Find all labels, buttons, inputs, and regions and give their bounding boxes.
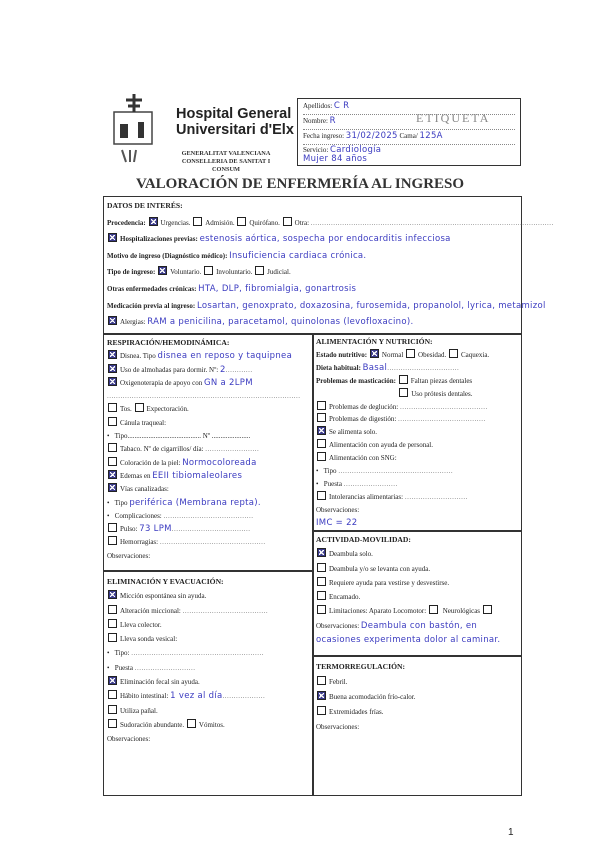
checkbox-checked[interactable] — [108, 316, 117, 325]
field-label: Alergias: — [120, 318, 148, 327]
field-label: Observaciones: — [316, 505, 361, 514]
field-label: • Puesta — [316, 479, 344, 488]
checkbox[interactable] — [399, 388, 408, 397]
form-row — [107, 718, 310, 732]
form-row — [107, 646, 310, 660]
field-label: Alteración miccional: — [120, 606, 183, 615]
checkbox[interactable] — [317, 401, 326, 410]
field-label: Motivo de ingreso (Diagnóstico médico): — [107, 251, 230, 260]
field-label: Obesidad. — [418, 350, 448, 359]
form-row — [316, 720, 519, 735]
fecha-value: 31/02/2025 — [345, 131, 398, 141]
form-row — [316, 413, 519, 426]
field-label: Medicación previa al ingreso: — [107, 301, 197, 310]
checkbox[interactable] — [429, 605, 438, 614]
field-label: Otra: — [294, 218, 311, 227]
field-label: Neurológicas — [440, 607, 482, 616]
checkbox-checked[interactable] — [108, 470, 117, 479]
form-row — [107, 523, 310, 536]
field-label: Coloración de la piel: — [120, 458, 183, 467]
hospital-name — [176, 106, 294, 138]
checkbox[interactable] — [193, 217, 202, 226]
form-row — [107, 483, 310, 496]
checkbox[interactable] — [283, 217, 292, 226]
form-row — [107, 575, 310, 589]
checkbox-checked[interactable] — [317, 426, 326, 435]
apellidos-value: C R — [333, 101, 350, 111]
field-label: • Tipo: — [107, 649, 132, 658]
field-label: Edemas en — [120, 471, 153, 480]
blank-line: ............ — [225, 365, 253, 374]
form-row — [316, 478, 519, 491]
form-row — [316, 675, 519, 690]
form-row — [107, 550, 310, 563]
form-row — [107, 470, 310, 483]
handwritten-value: HTA, DLP, fibromialgia, gonartrosis — [198, 283, 357, 294]
form-row — [316, 533, 519, 547]
field-label: Requiere ayuda para vestirse y desvestirse. — [329, 578, 451, 587]
field-label: Extremidades frías. — [329, 708, 386, 716]
checkbox-checked[interactable] — [108, 364, 117, 373]
field-label: Problemas de digestión: — [329, 415, 399, 424]
cama-value: 125A — [419, 131, 443, 141]
form-row — [107, 443, 310, 456]
blank-line: ................... — [222, 692, 266, 701]
checkbox[interactable] — [108, 605, 117, 614]
field-label: Cánula traqueal: — [120, 418, 168, 427]
blank-line: ...................................... — [182, 606, 269, 615]
checkbox-checked[interactable] — [149, 217, 158, 226]
field-label: Uso prótesis dentales. — [411, 389, 475, 398]
field-label: • Tipo — [316, 467, 339, 476]
field-label: Observaciones: — [316, 621, 361, 630]
checkbox[interactable] — [399, 375, 408, 384]
handwritten-value: GN a 2LPM — [203, 377, 253, 388]
field-label: Observaciones: — [107, 735, 152, 744]
field-label: Limitaciones: Aparato Locomotor: — [329, 607, 428, 616]
form-row — [316, 491, 519, 504]
form-row — [107, 675, 310, 689]
checkbox[interactable] — [108, 443, 117, 452]
handwritten-value: Insuficiencia cardiaca crónica. — [229, 250, 367, 261]
field-label: Observaciones: — [316, 723, 361, 731]
section-heading: RESPIRACIÓN/HEMODINÁMICA: — [107, 338, 230, 347]
section-heading: ALIMENTACIÓN Y NUTRICIÓN: — [316, 337, 433, 346]
checkbox[interactable] — [187, 719, 196, 728]
field-label: Encamado. — [329, 593, 363, 602]
form-row — [316, 336, 519, 349]
handwritten-value: RAM a penicilina, paracetamol, quinolonas (levofloxacino). — [147, 317, 414, 328]
form-row — [107, 281, 517, 298]
form-row — [316, 388, 519, 401]
checkbox-checked[interactable] — [317, 548, 326, 557]
field-label: Involuntario. — [216, 268, 255, 277]
cama-label: Cama/ — [399, 132, 418, 140]
blank-line: ........................................ — [163, 511, 254, 520]
checkbox[interactable] — [483, 605, 492, 614]
field-label: Oxigenoterapia de apoyo con — [120, 378, 204, 387]
handwritten-value: Deambula con bastón, en — [360, 620, 478, 631]
section-eliminacion — [107, 575, 310, 747]
checkbox[interactable] — [108, 403, 117, 412]
nombre-value: R — [329, 116, 336, 126]
checkbox-checked[interactable] — [108, 350, 117, 359]
field-label: Tos. — [120, 405, 134, 414]
form-row — [316, 690, 519, 705]
form-row — [316, 547, 519, 561]
nombre-label: Nombre: — [303, 117, 328, 125]
form-row — [107, 589, 310, 603]
field-label: Deambula y/o se levanta con ayuda. — [329, 564, 432, 573]
checkbox-checked[interactable] — [370, 349, 379, 358]
checkbox[interactable] — [108, 633, 117, 642]
page-number: 1 — [508, 827, 514, 838]
form-row — [316, 604, 519, 618]
field-label: Hábito intestinal: — [120, 692, 171, 701]
blank-line: ............................................... — [159, 538, 266, 547]
field-label: • Tipo — [107, 498, 130, 507]
field-label: Intolerancias alimentarias: — [329, 492, 405, 501]
blank-line: ................................... — [171, 525, 251, 534]
blank-line: ................................................... — [338, 467, 454, 476]
checkbox[interactable] — [406, 349, 415, 358]
field-label: Dieta habitual: — [316, 363, 363, 372]
field-label: Se alimenta solo. — [329, 428, 379, 437]
field-label: Tabaco. Nº de cigarrillos/ día: — [120, 445, 206, 454]
form-row — [316, 590, 519, 604]
hospital-name-line: Hospital General — [176, 106, 292, 122]
blank-line: ........................ — [205, 445, 260, 454]
form-row — [316, 362, 519, 375]
checkbox[interactable] — [204, 266, 213, 275]
checkbox[interactable] — [135, 403, 144, 412]
field-label: Tipo de ingreso: — [107, 268, 158, 277]
field-label: Vómitos. — [198, 720, 227, 729]
checkbox[interactable] — [317, 591, 326, 600]
servicio-value: Cardiología — [330, 145, 382, 155]
checkbox[interactable] — [108, 690, 117, 699]
handwritten-value: estenosis aórtica, sospecha por endocarditis infecciosa — [199, 234, 451, 245]
checkbox[interactable] — [108, 619, 117, 628]
checkbox-checked[interactable] — [158, 266, 167, 275]
form-row — [316, 562, 519, 576]
field-label: Problemas de masticación: — [316, 376, 398, 385]
field-label: Sudoración abundante. — [120, 720, 186, 729]
checkbox[interactable] — [317, 491, 326, 500]
form-row — [107, 604, 310, 618]
checkbox[interactable] — [317, 452, 326, 461]
section-heading: DATOS DE INTERÉS: — [107, 201, 183, 210]
handwritten-value: 1 vez al día — [170, 691, 223, 702]
section-heading: ELIMINACIÓN Y EVACUACIÓN: — [107, 577, 224, 586]
form-row — [107, 390, 310, 403]
generalitat-line: GENERALITAT VALENCIANA — [181, 150, 271, 157]
checkbox[interactable] — [317, 413, 326, 422]
patient-label-box — [297, 98, 521, 166]
field-label: Buena acomodación frío-calor. — [329, 693, 418, 701]
form-row — [107, 661, 310, 675]
servicio-label: Servicio: — [303, 146, 329, 154]
field-label: Hemorragias: — [120, 538, 160, 547]
form-row — [107, 732, 310, 746]
field-label: Estado nutritivo: — [316, 350, 369, 359]
field-label: Disnea. Tipo — [120, 352, 158, 361]
checkbox-checked[interactable] — [317, 691, 326, 700]
handwritten-value: 73 LPM — [139, 524, 172, 535]
field-label: Voluntario. — [170, 268, 204, 277]
field-label: Otras enfermedades crónicas: — [107, 284, 199, 293]
field-label: Quirófano. — [249, 218, 282, 227]
form-row — [107, 298, 546, 315]
form-row — [107, 632, 310, 646]
hospital-logo — [112, 92, 156, 164]
checkbox[interactable] — [317, 676, 326, 685]
checkbox-checked[interactable] — [108, 483, 117, 492]
apellidos-row — [303, 101, 515, 115]
form-row — [107, 417, 310, 430]
blank-line: ....................................... — [398, 415, 486, 424]
handwritten-value: disnea en reposo y taquipnea — [157, 351, 293, 362]
handwritten-value: Basal — [362, 362, 388, 373]
checkbox[interactable] — [317, 605, 326, 614]
form-row — [107, 264, 517, 281]
blank-line: ...................................................................................... — [107, 392, 301, 401]
form-row — [107, 403, 310, 416]
field-label: Pulso: — [120, 525, 140, 534]
checkbox[interactable] — [317, 563, 326, 572]
apellidos-label: Apellidos: — [303, 102, 333, 110]
field-label: Micción espontánea sin ayuda. — [120, 592, 209, 601]
field-label: Expectoración. — [146, 405, 191, 414]
checkbox[interactable] — [449, 349, 458, 358]
section-termorregulacion — [316, 659, 519, 735]
field-label: Febril. — [329, 678, 350, 686]
checkbox-checked[interactable] — [108, 676, 117, 685]
field-label: Observaciones: — [107, 551, 152, 560]
form-row — [316, 504, 519, 517]
nombre-row — [303, 116, 515, 130]
form-row — [316, 401, 519, 414]
field-label: • Tipo.......................................... Nº ...................... — [107, 432, 253, 441]
field-label: Lleva colector. — [120, 620, 164, 629]
field-label: Hospitalizaciones previas: — [120, 235, 200, 244]
checkbox[interactable] — [108, 523, 117, 532]
blank-line: ........................ — [343, 479, 398, 488]
form-row — [316, 619, 519, 633]
form-row — [316, 465, 519, 478]
checkbox[interactable] — [108, 417, 117, 426]
section-respiracion — [107, 336, 310, 563]
form-row — [107, 336, 310, 350]
blank-line: ........................................................... — [131, 649, 264, 658]
field-label: Procedencia: — [107, 218, 148, 227]
form-row — [107, 248, 517, 265]
checkbox[interactable] — [108, 457, 117, 466]
form-row — [107, 536, 310, 549]
handwritten-value: Losartan, genoxprato, doxazosina, furosemida, propanolol, lyrica, metamizol — [196, 300, 546, 311]
checkbox-checked[interactable] — [108, 233, 117, 242]
checkbox[interactable] — [237, 217, 246, 226]
handwritten-value: ocasiones experimenta dolor al caminar. — [316, 635, 501, 646]
form-row — [107, 457, 310, 470]
handwritten-value: EEII tibiomaleolares — [152, 470, 243, 481]
checkbox[interactable] — [108, 536, 117, 545]
field-label: • Puesta — [107, 663, 135, 672]
field-label: • Complicaciones: — [107, 511, 164, 520]
field-label: Problemas de deglución: — [329, 402, 400, 411]
form-row — [107, 497, 310, 510]
field-label: Normal — [381, 350, 406, 359]
handwritten-value: IMC = 22 — [316, 517, 358, 528]
page-title: VALORACIÓN DE ENFERMERÍA AL INGRESO — [135, 176, 465, 192]
blank-line: ........................... — [134, 663, 196, 672]
form-row — [107, 430, 310, 443]
section-actividad — [316, 533, 519, 647]
checkbox[interactable] — [255, 266, 264, 275]
form-row — [107, 618, 310, 632]
checkbox[interactable] — [317, 577, 326, 586]
conselleria-line: CONSELLERIA DE SANITAT I CONSUM — [181, 158, 271, 173]
form-row — [316, 375, 519, 388]
checkbox[interactable] — [108, 719, 117, 728]
field-label: Caquexia. — [461, 350, 491, 359]
form-row — [107, 350, 310, 363]
section-alimentacion — [316, 336, 519, 530]
form-row — [316, 426, 519, 439]
checkbox[interactable] — [317, 439, 326, 448]
section-datos-interes — [107, 198, 554, 331]
field-label: Judicial. — [267, 268, 293, 277]
fecha-row — [303, 131, 515, 145]
form-row — [107, 231, 517, 248]
handwritten-value: Normocoloreada — [182, 457, 257, 468]
fecha-label: Fecha ingreso: — [303, 132, 345, 140]
form-row — [107, 510, 310, 523]
assessment-form — [103, 196, 554, 796]
checkbox-checked[interactable] — [108, 377, 117, 386]
form-row — [107, 364, 310, 377]
checkbox[interactable] — [108, 705, 117, 714]
section-heading: TERMORREGULACIÓN: — [316, 662, 406, 671]
patient-age-sex: Mujer 84 años — [303, 154, 368, 164]
form-row — [316, 576, 519, 590]
field-label: Deambula solo. — [329, 550, 375, 559]
field-label: Urgencias. — [160, 218, 193, 227]
form-row — [107, 377, 310, 390]
field-label: Vías canalizadas: — [120, 485, 171, 494]
field-label: Eliminación fecal sin ayuda. — [120, 678, 202, 687]
form-row — [316, 705, 519, 720]
form-row — [316, 439, 519, 452]
blank-line: ............................ — [404, 492, 468, 501]
etiqueta-watermark: ETIQUETA — [416, 111, 491, 125]
field-label: Faltan piezas dentales — [410, 376, 474, 385]
form-row — [107, 689, 310, 703]
blank-line: ....................................... — [399, 402, 488, 411]
form-row — [316, 349, 519, 362]
field-label — [316, 390, 398, 398]
form-row — [316, 452, 519, 465]
form-row — [107, 314, 517, 331]
form-row — [316, 659, 519, 675]
field-label: Lleva sonda vesical: — [120, 635, 179, 644]
extra-row — [303, 154, 515, 167]
field-label: Utiliza pañal. — [120, 706, 160, 715]
blank-line: ............................................................................................................ — [310, 218, 554, 227]
field-label: Uso de almohadas para dormir. Nº: — [120, 365, 220, 374]
checkbox[interactable] — [317, 706, 326, 715]
blank-line: ................................ — [387, 363, 460, 372]
form-row — [316, 633, 519, 647]
field-label: Admisión. — [205, 218, 237, 227]
handwritten-value: 2 — [219, 364, 226, 375]
field-label: Alimentación con ayuda de personal. — [329, 441, 435, 450]
form-row — [107, 704, 310, 718]
field-label: Alimentación con SNG: — [329, 454, 399, 463]
hospital-name-line: Universitari d'Elx — [176, 122, 294, 138]
section-heading: ACTIVIDAD-MOVILIDAD: — [316, 535, 411, 544]
form-row — [107, 215, 554, 232]
checkbox-checked[interactable] — [108, 590, 117, 599]
form-row — [107, 198, 517, 215]
form-row — [316, 517, 519, 530]
handwritten-value: periférica (Membrana repta). — [129, 497, 261, 508]
generalitat-text — [170, 150, 282, 174]
